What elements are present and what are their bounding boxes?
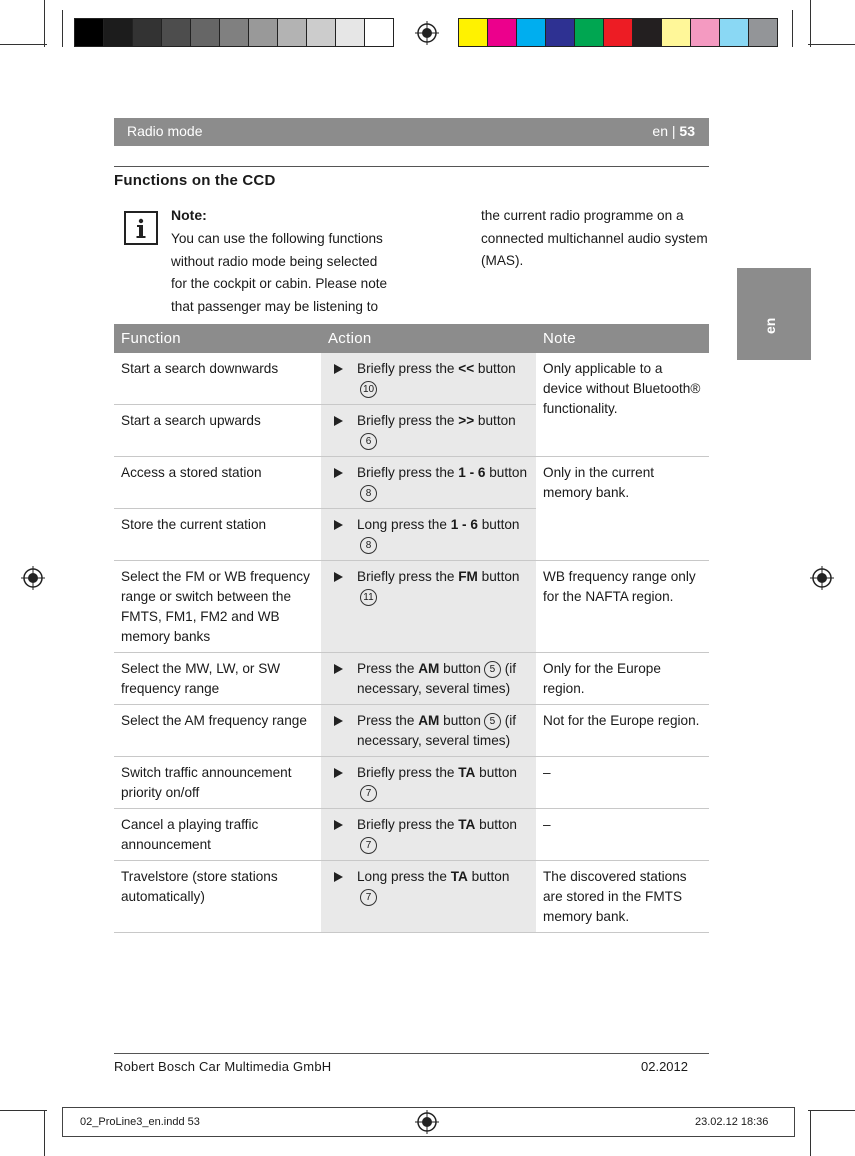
color-swatch — [632, 18, 662, 47]
action-text: button — [439, 661, 481, 676]
callout-number: 8 — [360, 485, 377, 502]
note-cell — [536, 861, 709, 933]
function-cell — [114, 861, 321, 933]
bullet-arrow-icon — [334, 664, 343, 674]
action-text: button — [475, 765, 517, 780]
button-key: AM — [418, 713, 440, 728]
function-cell — [114, 757, 321, 809]
color-swatch — [719, 18, 749, 47]
note-text: Only in the current memory bank. — [543, 465, 655, 500]
color-swatch — [364, 18, 394, 47]
note-text: Only applicable to a device without Bluetooth® functionality. — [543, 361, 701, 416]
note-cell — [536, 561, 709, 653]
callout-number: 5 — [484, 713, 501, 730]
column-header: Action — [321, 324, 536, 353]
slug-filename: 02_ProLine3_en.indd 53 — [80, 1116, 200, 1128]
action-cell — [321, 561, 536, 653]
divider — [114, 166, 709, 167]
crop-mark — [810, 0, 811, 47]
note-cell — [536, 353, 709, 457]
footer-date: 02.2012 — [641, 1059, 688, 1074]
color-swatch — [219, 18, 249, 47]
color-swatch — [661, 18, 691, 47]
info-icon — [124, 211, 158, 245]
bullet-arrow-icon — [334, 716, 343, 726]
callout-number: 7 — [360, 889, 377, 906]
note-cell — [536, 809, 709, 861]
color-swatch — [74, 18, 104, 47]
crop-mark — [44, 1110, 45, 1156]
footer-company: Robert Bosch Car Multimedia GmbH — [114, 1059, 332, 1074]
table-row — [114, 457, 709, 509]
color-swatch — [132, 18, 162, 47]
function-text: Store the current station — [121, 517, 267, 532]
action-text: Briefly press the — [357, 765, 459, 780]
bullet-arrow-icon — [334, 468, 343, 478]
function-cell — [114, 509, 321, 561]
page-number: 53 — [679, 123, 695, 139]
bullet-arrow-icon — [334, 572, 343, 582]
running-header — [114, 118, 709, 146]
function-cell — [114, 705, 321, 757]
crop-mark — [792, 10, 793, 47]
action-cell — [321, 405, 536, 457]
crop-mark — [44, 0, 45, 47]
button-key: >> — [458, 413, 475, 428]
button-key: << — [458, 361, 475, 376]
action-text: Briefly press the — [357, 361, 459, 376]
action-text: button — [474, 361, 516, 376]
bullet-arrow-icon — [334, 768, 343, 778]
action-cell — [321, 509, 536, 561]
language-tab-label: en — [762, 317, 778, 334]
note-title: Note: — [171, 207, 207, 223]
bullet-arrow-icon — [334, 820, 343, 830]
callout-number: 11 — [360, 589, 377, 606]
note-body: You can use the following functions without radio mode being selected for the cockpit or cabin. Please note that passenger may be listening to — [171, 231, 388, 314]
action-text: Long press the — [357, 517, 451, 532]
action-text: Press the — [357, 661, 419, 676]
color-swatch — [277, 18, 307, 47]
color-swatch — [603, 18, 633, 47]
table-row — [114, 653, 709, 705]
color-swatch — [335, 18, 365, 47]
color-swatch — [161, 18, 191, 47]
table-row — [114, 353, 709, 405]
note-continuation: the current radio programme on a connected multichannel audio system (MAS). — [481, 208, 708, 268]
action-cell — [321, 861, 536, 933]
action-text: Briefly press the — [357, 569, 459, 584]
bullet-arrow-icon — [334, 520, 343, 530]
table-row — [114, 561, 709, 653]
color-swatch — [516, 18, 546, 47]
color-swatch — [190, 18, 220, 47]
callout-number: 6 — [360, 433, 377, 450]
color-swatch — [487, 18, 517, 47]
callout-number: 7 — [360, 785, 377, 802]
section-title: Functions on the CCD — [114, 172, 276, 189]
color-swatch — [748, 18, 778, 47]
function-text: Cancel a playing traffic announcement — [121, 817, 259, 852]
crop-mark — [808, 44, 855, 45]
action-text: button — [439, 713, 481, 728]
functions-table — [114, 324, 709, 933]
function-text: Switch traffic announcement priority on/off — [121, 765, 292, 800]
table-row — [114, 809, 709, 861]
action-cell — [321, 353, 536, 405]
action-cell — [321, 809, 536, 861]
bullet-arrow-icon — [334, 872, 343, 882]
action-text: Long press the — [357, 869, 451, 884]
color-swatch — [574, 18, 604, 47]
action-text: Briefly press the — [357, 413, 459, 428]
note-cell — [536, 457, 709, 561]
registration-mark-icon — [810, 566, 834, 590]
function-cell — [114, 809, 321, 861]
crop-mark — [808, 1110, 855, 1111]
button-key: AM — [418, 661, 440, 676]
button-key: TA — [458, 765, 476, 780]
action-text: button — [474, 413, 516, 428]
slug-timestamp: 23.02.12 18:36 — [695, 1116, 769, 1128]
table-row — [114, 757, 709, 809]
action-tail: (if necessary, several times) — [357, 713, 517, 748]
action-cell — [321, 757, 536, 809]
color-swatch — [103, 18, 133, 47]
column-header: Note — [536, 324, 709, 353]
button-key: FM — [458, 569, 478, 584]
callout-number: 7 — [360, 837, 377, 854]
registration-mark-icon — [21, 566, 45, 590]
note-cell — [536, 705, 709, 757]
function-text: Start a search upwards — [121, 413, 261, 428]
function-cell — [114, 405, 321, 457]
note-cell — [536, 757, 709, 809]
note-text: WB frequency range only for the NAFTA region. — [543, 569, 696, 604]
bullet-arrow-icon — [334, 364, 343, 374]
action-text: Press the — [357, 713, 419, 728]
action-text: button — [477, 569, 520, 584]
function-text: Travelstore (store stations automatically) — [121, 869, 278, 904]
header-page — [652, 123, 695, 139]
button-key: 1 - 6 — [458, 465, 486, 480]
color-swatch — [306, 18, 336, 47]
color-swatch — [545, 18, 575, 47]
column-header: Function — [114, 324, 321, 353]
header-lang: en | — [652, 123, 676, 139]
table-header-row — [114, 324, 709, 353]
function-text: Select the AM frequency range — [121, 713, 307, 728]
note-text: – — [543, 765, 551, 780]
color-swatch — [248, 18, 278, 47]
table-row — [114, 861, 709, 933]
note-cell — [536, 653, 709, 705]
action-cell — [321, 457, 536, 509]
action-text: button — [477, 517, 520, 532]
callout-number: 10 — [360, 381, 377, 398]
action-text: button — [485, 465, 528, 480]
note-text: Only for the Europe region. — [543, 661, 661, 696]
action-cell — [321, 705, 536, 757]
function-text: Start a search downwards — [121, 361, 279, 376]
divider — [114, 1053, 709, 1054]
table-row — [114, 705, 709, 757]
action-text: button — [467, 869, 510, 884]
crop-mark — [62, 10, 63, 47]
language-tab — [737, 268, 811, 360]
action-tail: (if necessary, several times) — [357, 661, 517, 696]
function-cell — [114, 653, 321, 705]
function-cell — [114, 457, 321, 509]
registration-mark-icon — [415, 21, 439, 45]
function-cell — [114, 353, 321, 405]
crop-mark — [810, 1110, 811, 1156]
callout-number: 8 — [360, 537, 377, 554]
button-key: TA — [458, 817, 476, 832]
action-text: Briefly press the — [357, 817, 459, 832]
action-text: Briefly press the — [357, 465, 459, 480]
button-key: 1 - 6 — [450, 517, 478, 532]
function-cell — [114, 561, 321, 653]
color-swatch — [458, 18, 488, 47]
function-text: Access a stored station — [121, 465, 262, 480]
note-text: The discovered stations are stored in the FMTS memory bank. — [543, 869, 687, 924]
crop-mark — [0, 1110, 47, 1111]
bullet-arrow-icon — [334, 416, 343, 426]
action-text: button — [475, 817, 517, 832]
button-key: TA — [450, 869, 468, 884]
function-text: Select the MW, LW, or SW frequency range — [121, 661, 281, 696]
callout-number: 5 — [484, 661, 501, 678]
note-text: Not for the Europe region. — [543, 713, 700, 728]
action-cell — [321, 653, 536, 705]
crop-mark — [0, 44, 47, 45]
color-swatch — [690, 18, 720, 47]
header-section: Radio mode — [127, 123, 203, 139]
note-text: – — [543, 817, 551, 832]
function-text: Select the FM or WB frequency range or switch between the FMTS, FM1, FM2 and WB memory banks — [121, 569, 310, 644]
